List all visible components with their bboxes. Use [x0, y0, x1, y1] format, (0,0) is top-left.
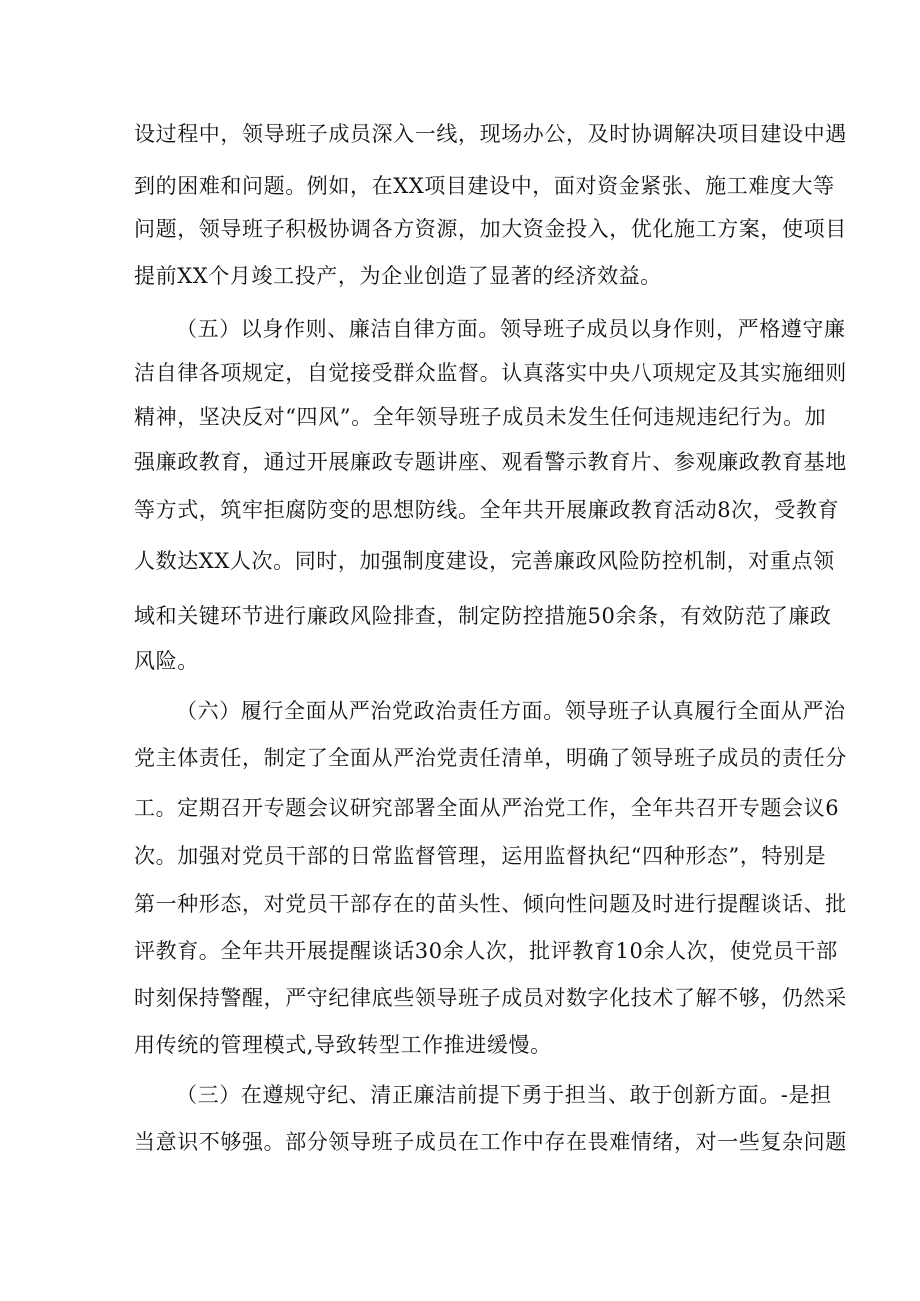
text-line: 精神，坚决反对“四风”。全年领导班子成员未发生任何违规违纪行为。加: [134, 405, 827, 429]
text-line: 问题，领导班子积极协调各方资源，加大资金投入，优化施工方案，使项目: [134, 217, 847, 241]
text-line: 评教育。全年共开展提醒谈话30余人次，批评教育10余人次，使党员干部: [134, 939, 838, 963]
text-line: 到的困难和问题。例如，在XX项目建设中，面对资金紧张、施工难度大等: [134, 174, 835, 198]
text-line: 提前XX个月竣工投产，为企业创造了显著的经济效益。: [134, 264, 662, 288]
paragraph-start-line: （六）履行全面从严治党政治责任方面。领导班子认真履行全面从严治: [176, 699, 846, 723]
text-line: 设过程中，领导班子成员深入一线，现场办公，及时协调解决项目建设中遇: [134, 122, 847, 146]
text-line: 人数达XX人次。同时，加强制度建设，完善廉政风险防控机制，对重点领: [134, 549, 835, 573]
text-line: 时刻保持警醒，严守纪律底些领导班子成员对数字化技术了解不够，仍然采: [134, 986, 847, 1010]
text-line: 用传统的管理模式,导致转型工作推进缓慢。: [134, 1033, 552, 1057]
paragraph-start-line: （五）以身作则、廉洁自律方面。领导班子成员以身作则，严格遵守廉: [176, 317, 846, 341]
text-line: 工。定期召开专题会议研究部署全面从严治党工作，全年共召开专题会议6: [134, 796, 840, 820]
text-line: 强廉政教育，通过开展廉政专题讲座、观看警示教育片、参观廉政教育基地: [134, 450, 847, 474]
text-line: 党主体责任，制定了全面从严治党责任清单，明确了领导班子成员的责任分: [134, 746, 847, 770]
text-line: 风险。: [134, 649, 199, 673]
text-line: 等方式，筑牢拒腐防变的思想防线。全年共开展廉政教育活动8次，受教育: [134, 498, 840, 522]
paragraph-start-line: （三）在遵规守纪、清正廉洁前提下勇于担当、敢于创新方面。-是担: [176, 1083, 832, 1107]
text-line: 当意识不够强。部分领导班子成员在工作中存在畏难情绪，对一些复杂问题: [134, 1130, 847, 1154]
text-line: 洁自律各项规定，自觉接受群众监督。认真落实中央八项规定及其实施细则: [134, 361, 847, 385]
text-line: 域和关键环节进行廉政风险排查，制定防控措施50余条，有效防范了廉政: [134, 604, 832, 628]
text-line: 第一种形态，对党员干部存在的苗头性、倾向性问题及时进行提醒谈话、批: [134, 892, 847, 916]
text-line: 次。加强对党员干部的日常监督管理，运用监督执纪“四种形态”，特别是: [134, 844, 827, 868]
